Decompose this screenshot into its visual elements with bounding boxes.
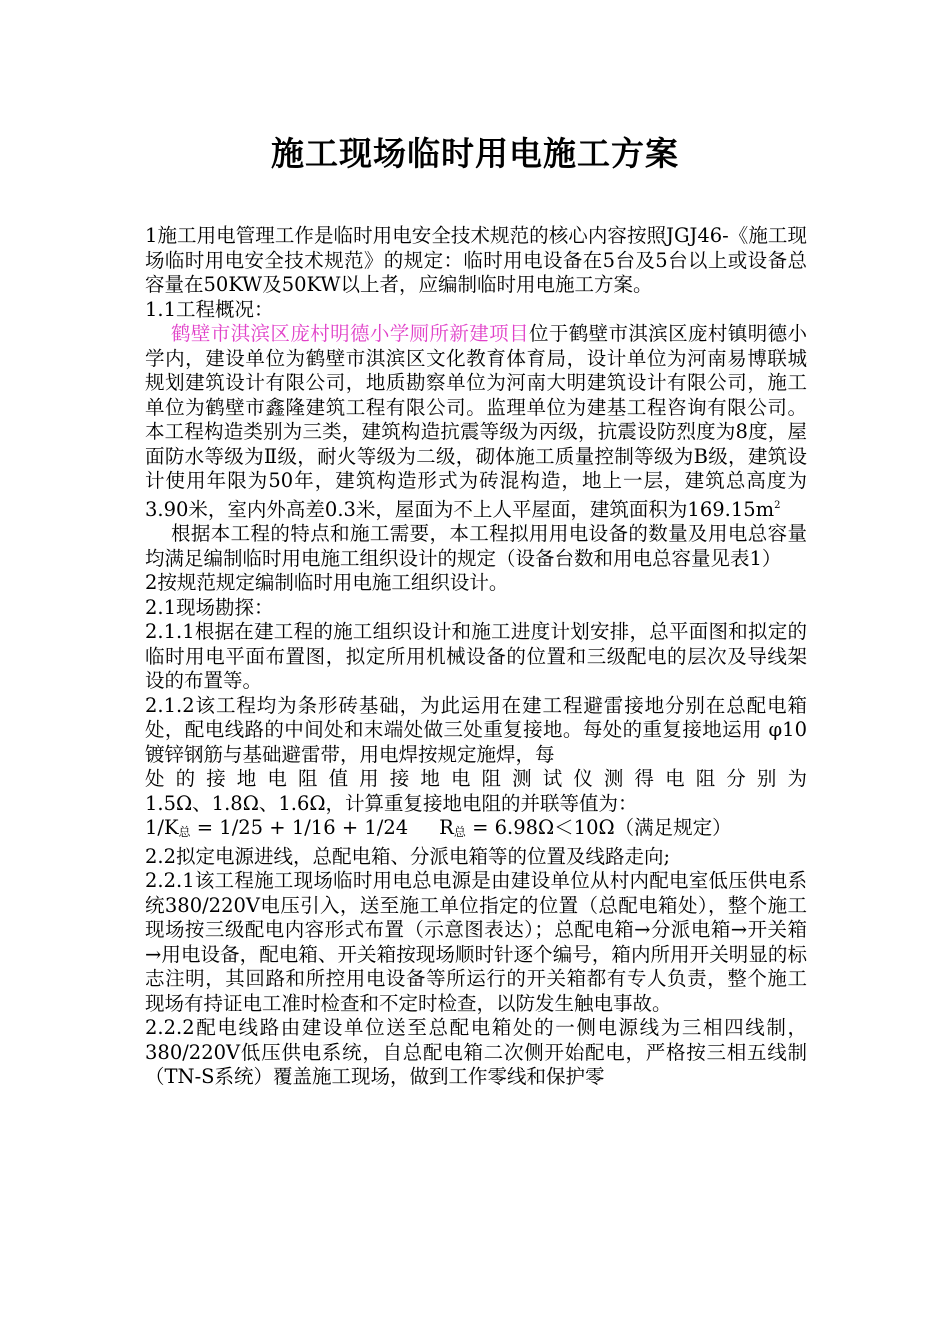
heading-2-2: 2.2拟定电源进线，总配电箱、分派电箱等的位置及线路走向; — [145, 844, 671, 868]
project-overview-text: 位于鹤壁市淇滨区庞村镇明德小学内，建设单位为鹤壁市淇滨区文化教育体育局，设计单位为河南易博联城规划建筑设计有限公司，地质勘察单位为河南大明建筑设计有限公司，施工单位为鹤壁市鑫隆建筑工程有限公司。监理单位为建基工程咨询有限公司。本工程构造类别为三类，建筑构造抗震等级为丙级，抗震设防烈度为8度，屋面防水等级为Ⅱ级，耐火等级为二级，砌体施工质量控制等级为B级，建筑设计使用年限为50年，建筑构造形式为砖混构造，地上一层，建筑总高度为3.90米，室内外高差0.3米，屋面为不上人平屋面，建筑面积为169.15m — [145, 322, 807, 521]
document-title: 施工现场临时用电施工方案 — [271, 134, 679, 173]
formula-k-subscript: 总 — [178, 825, 191, 839]
paragraph-2-1-1: 2.1.1根据在建工程的施工组织设计和施工进度计划安排，总平面图和拟定的临时用电平面布置图，拟定所用机械设备的位置和三级配电的层次及导线架设的布置等。 — [145, 620, 807, 692]
paragraph-2-2-2: 2.2.2配电线路由建设单位送至总配电箱处的一侧电源线为三相四线制，380/220V低压供电系统，自总配电箱二次侧开始配电，严格按三相五线制（TN-S系统）覆盖施工现场，做到工作零线和保护零 — [145, 1016, 807, 1088]
paragraph-2-2-1: 2.2.1该工程施工现场临时用电总电源是由建设单位从村内配电室低压供电系统380/220V电压引入，送至施工单位指定的位置（总配电箱处），整个施工现场按三级配电内容形式布置（示意图表达）；总配电箱→分派电箱→开关箱→用电设备，配电箱、开关箱按现场顺时针逐个编号，箱内所用开关明显的标志注明，其回路和所控用电设备等所运行的开关箱都有专人负责，整个施工现场有持证电工准时检查和不定时检查，以防发生触电事故。 — [145, 869, 807, 1015]
document-body — [145, 224, 807, 1090]
heading-2: 2按规范规定编制临时用电施工组织设计。 — [145, 571, 509, 594]
formula-r-rhs: = 6.98Ω＜10Ω（满足规定） — [472, 816, 732, 839]
heading-1-1: 1.1工程概况： — [145, 297, 274, 321]
formula-r: R — [439, 816, 454, 839]
paragraph-2-1-2-justified-line: 处的接地电阻值用接地电阻测试仪测得电阻分别为 — [145, 767, 807, 790]
paragraph-2-1-2 — [145, 694, 807, 768]
area-superscript: 2 — [774, 499, 781, 511]
paragraph-equipment: 根据本工程的特点和施工需要，本工程拟用用电设备的数量及用电总容量均满足编制临时用电施工组织设计的规定（设备台数和用电总容量见表1） — [145, 522, 807, 570]
formula-r-subscript: 总 — [453, 825, 466, 839]
formula-k-rhs: = 1/25 + 1/16 + 1/24 — [196, 816, 409, 839]
project-name-highlight: 鹤壁市淇滨区庞村明德小学厕所新建项目 — [171, 322, 529, 345]
paragraph-intro: 1施工用电管理工作是临时用电安全技术规范的核心内容按照JGJ46-《施工现场临时用电安全技术规范》的规定：临时用电设备在5台及5台以上或设备总容量在50KW及50KW以上者，应编制临时用电施工方案。 — [145, 224, 807, 296]
paragraph-project-overview — [145, 322, 807, 522]
formula-k: 1/K — [145, 816, 179, 839]
paragraph-2-1-2-part-c: 1.5Ω、1.8Ω、1.6Ω，计算重复接地电阻的并联等值为： — [145, 791, 638, 815]
paragraph-2-1-2-part-a: 2.1.2该工程均为条形砖基础，为此运用在建工程避雷接地分别在总配电箱处，配电线路的中间处和末端处做三处重复接地。每处的重复接地运用 φ10镀锌钢筋与基础避雷带，用电焊按规定施焊，每 — [145, 693, 807, 766]
formula-line — [145, 816, 807, 845]
heading-2-1: 2.1现场勘探： — [145, 595, 274, 619]
